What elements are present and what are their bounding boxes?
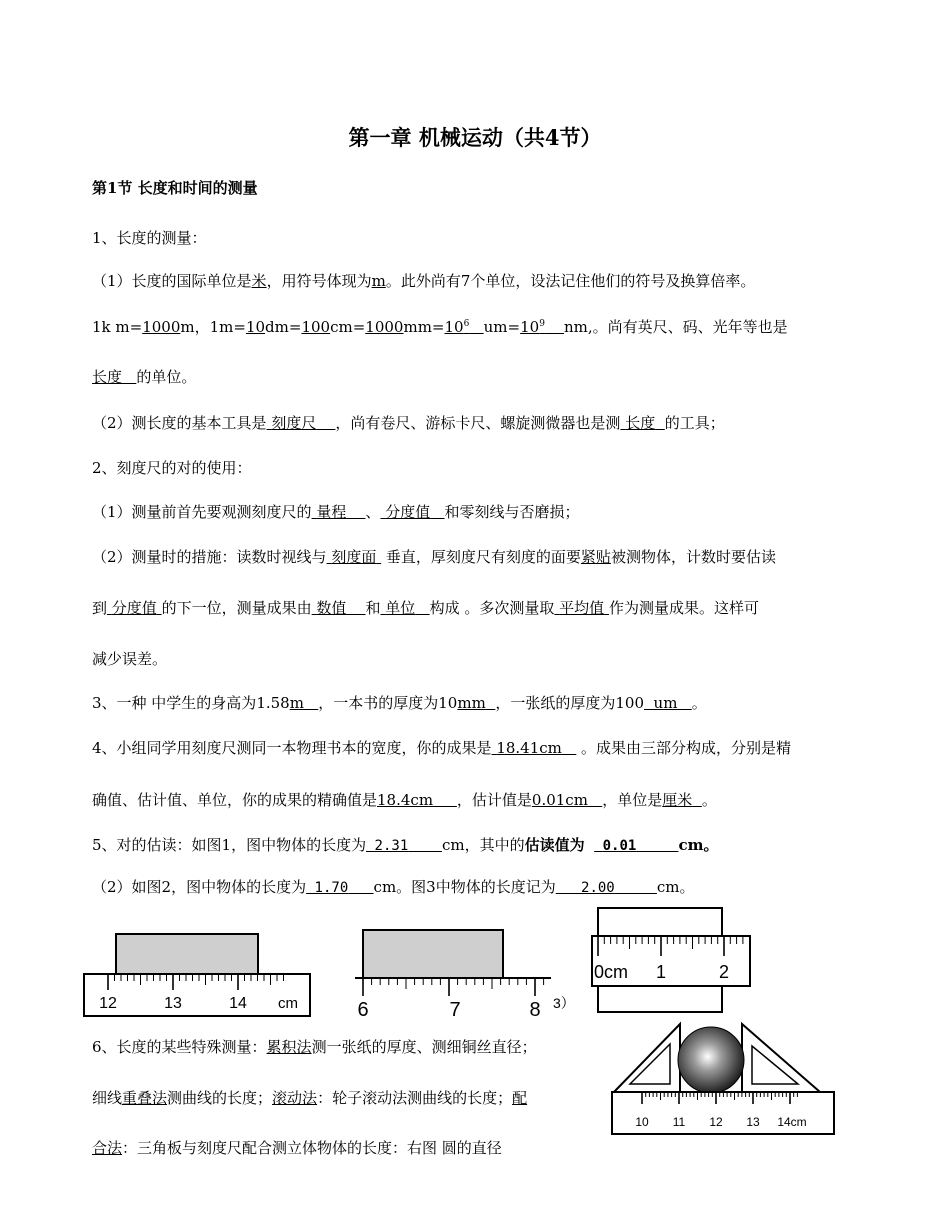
q4-line2: 确值、估计值、单位，你的成果的精确值是18.4cm ，估计值是0.01cm ，单位是厘米 。 [92, 791, 717, 809]
q6-line2: 细线重叠法测曲线的长度；滚动法：轮子滚动法测曲线的长度；配 [92, 1089, 528, 1107]
fig4-label-11: 11 [672, 1115, 686, 1129]
fig2-stray-label: 3） [553, 995, 575, 1011]
q2-heading: 2、刻度尺的对的使用： [92, 459, 252, 477]
fig2-label-8: 8 [529, 999, 541, 1021]
q1-line4: （2）测长度的基本工具是 刻度尺 ，尚有卷尺、游标卡尺、螺旋测微器也是测 长度 的工具； [92, 414, 725, 432]
q1-line1: （1）长度的国际单位是米，用符号体现为m。此外尚有7个单位，设法记住他们的符号及换算倍率。 [92, 272, 756, 290]
q6-line1: 6、长度的某些特殊测量：累积法测一张纸的厚度、测细铜丝直径； [92, 1038, 537, 1056]
q6-line3: 合法：三角板与刻度尺配合测立体物体的长度：右图 圆的直径 [92, 1139, 502, 1157]
figure-2-ruler [355, 926, 585, 1022]
q1-line2: 1k m=1000m，$1m=10dm=100cm=1000mm=10^6$ $um=10^9$ nm,。尚有英尺、码、光年等也是 [92, 318, 788, 336]
q4-line1: 4、小组同学用刻度尺测同一本物理书本的宽度，你的成果是 18.41cm 。成果由三部分构成，分别是精 [92, 739, 792, 757]
fig4-label-10: 10 [635, 1115, 649, 1129]
fig4-label-13: 13 [746, 1115, 760, 1129]
q5-line1: 5、对的估读：如图1，图中物体的长度为 2.31 cm，其中的估读值为 0.01 cm。 [92, 836, 719, 854]
fig3-label-0: 0cm [594, 962, 629, 982]
fig2-ticks [363, 978, 544, 996]
fig3-label-1: 1 [655, 962, 667, 982]
q3-line: 3、一种 中学生的身高为1.58m ，一本书的厚度为10mm ，一张纸的厚度为100 um 。 [92, 694, 707, 712]
fig1-ruler-body [84, 974, 310, 1016]
q1-line3: 长度 的单位。 [92, 368, 197, 386]
sphere [678, 1027, 744, 1093]
q2-line2: （2）测量时的措施：读数时视线与 刻度面 垂直，厚刻度尺有刻度的面要紧贴被测物体，计数时要估读 [92, 548, 776, 566]
fig4-label-12: 12 [709, 1115, 723, 1129]
fig1-label-13: 13 [164, 995, 182, 1012]
q5-line2: （2）如图2，图中物体的长度为 1.70 cm。图3中物体的长度记为 2.00 cm。 [92, 878, 695, 896]
fig1-unit: cm [278, 995, 298, 1012]
fig2-object [363, 930, 503, 978]
figure-4-sphere-measure [606, 1012, 846, 1144]
fig1-object [116, 934, 258, 976]
fig1-label-12: 12 [99, 995, 117, 1012]
figure-1-ruler [82, 928, 312, 1018]
fig1-label-14: 14 [229, 995, 247, 1012]
section-heading: 第1节 长度和时间的测量 [92, 179, 258, 197]
fig2-label-7: 7 [449, 999, 461, 1021]
right-triangle [742, 1024, 820, 1092]
q2-line4: 减少误差。 [92, 650, 168, 668]
figure-3-ruler [590, 906, 755, 1014]
q1-heading: 1、长度的测量： [92, 229, 207, 247]
fig2-label-6: 6 [357, 999, 369, 1021]
fig4-label-14: 14cm [777, 1115, 807, 1129]
q2-line3: 到 分度值 的下一位，测量成果由 数值 和 单位 构成 。多次测量取 平均值 作为测量成果。这样可 [92, 599, 759, 617]
q2-line1: （1）测量前首先要观测刻度尺的 量程 、 分度值 和零刻线与否磨损； [92, 503, 580, 521]
fig3-label-2: 2 [718, 962, 730, 982]
page-title: 第一章 机械运动（共4节） [348, 125, 602, 150]
